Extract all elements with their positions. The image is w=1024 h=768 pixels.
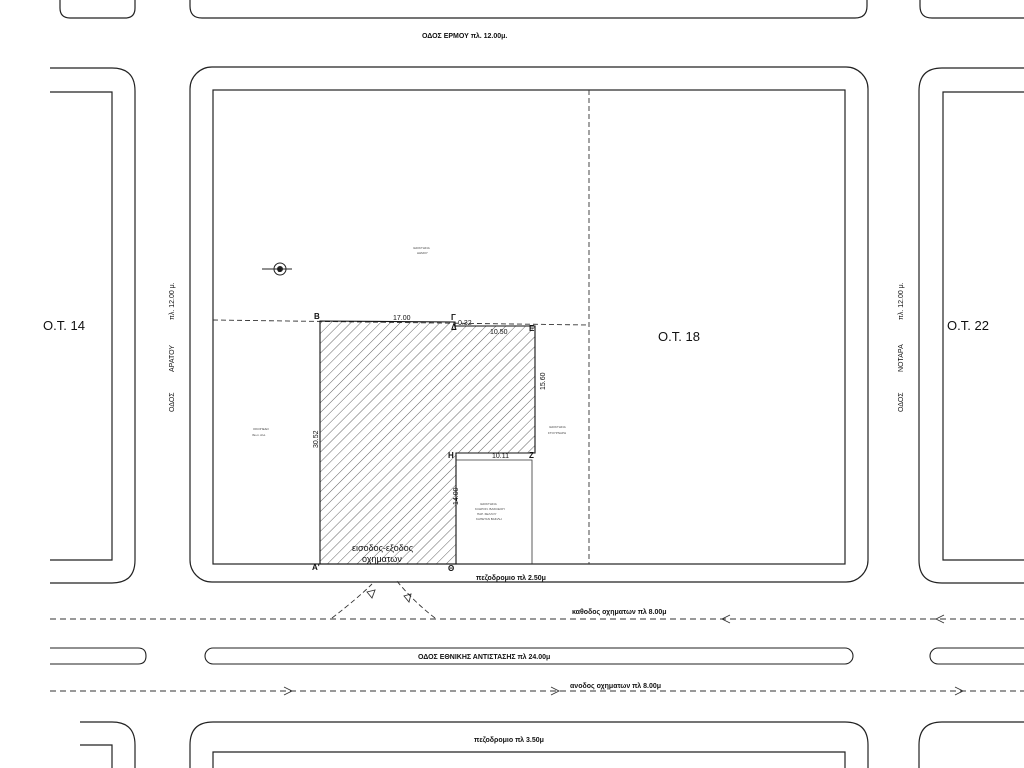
neighbour-north-sub: ΔΗΜΟΥ: [417, 251, 428, 255]
neighbour-inner-label: ΙΔΙΟΚΤΗΣΙΑ: [480, 502, 497, 506]
block-label-west: Ο.Τ. 14: [43, 318, 85, 333]
bottom-block-outlines: [80, 722, 1024, 768]
entrance-exit-arrows: [332, 580, 435, 618]
street-east-sub: ΝΟΤΑΡΑ: [898, 344, 905, 372]
lane-up-label: ανοδος οχηματων πλ 8.00μ: [570, 683, 662, 690]
street-label-east: [898, 282, 905, 412]
street-west-sub: ΑΡΑΤΟΥ: [169, 344, 176, 372]
north-arrow-icon: [262, 263, 292, 275]
dimension-zh: 10.11: [492, 453, 509, 460]
north-arrow-letter: Β: [278, 268, 282, 274]
dimension-hth: 14.00: [453, 487, 460, 505]
corner-label-g: Γ: [451, 313, 456, 322]
block-label-center: Ο.Τ. 18: [658, 329, 700, 344]
dimension-ab: 30.52: [313, 430, 320, 448]
street-west-name: ΟΔΟΣ: [169, 392, 176, 412]
neighbour-west-label: ΟΙΚΟΠΕΔΟ: [253, 427, 269, 431]
dimension-de: 10.50: [490, 329, 508, 336]
street-label-west: [169, 282, 176, 412]
sidewalk-label-north: πεζοδρομιο πλ 2.50μ: [476, 575, 546, 582]
corner-label-e: Ε: [529, 324, 535, 333]
neighbour-inner-sub2: ΠΑΡ. ΣΕΛΛΟΥ: [477, 512, 497, 516]
street-label-north: ΟΔΟΣ ΕΡΜΟΥ πλ. 12.00μ.: [422, 33, 508, 40]
neighbour-east-label: ΙΔΙΟΚΤΗΣΙΑ: [549, 425, 566, 429]
lane-down-label: καθοδος οχηματων πλ 8.00μ: [572, 609, 667, 616]
entrance-arrowhead-icons: [367, 590, 411, 602]
neighbour-north-label: ΙΔΙΟΚΤΗΣΙΑ: [413, 246, 430, 250]
corner-label-a: Α': [312, 563, 320, 572]
street-east-name: ΟΔΟΣ: [898, 392, 905, 412]
corner-label-z: Ζ: [529, 451, 534, 460]
entrance-label-line1: εισοδος-εξοδος: [352, 543, 414, 553]
corner-label-b: Β: [314, 312, 320, 321]
neighbour-inner-sub3: ΚΑΠΕΤΑΝ ΒΑΣΙΛΗ: [476, 517, 502, 521]
neighbour-west-sub: Ιδιωτ. Αλλ.: [252, 433, 266, 437]
street-east-width: πλ. 12.00 μ.: [898, 282, 905, 320]
neighbour-east-sub: ΣΤΟΥΡΝΑΡΗ: [548, 431, 567, 435]
top-block-outlines: [60, 0, 1024, 18]
hatched-plot: [320, 321, 535, 564]
block-label-east: Ο.Τ. 22: [947, 318, 989, 333]
median-strip-west-end: [50, 648, 146, 664]
corner-label-th: Θ: [448, 564, 455, 573]
neighbour-inner-sub1: ΚΛΗΡΟΝ. ΒΑΣΙΛΕΙΟΥ: [475, 507, 506, 511]
corner-label-h: Η: [448, 451, 454, 460]
dimension-ez: 15.60: [540, 372, 547, 390]
median-strip-east: [930, 648, 1024, 664]
corner-label-d: Δ: [451, 323, 457, 332]
entrance-label-line2: οχηματων: [362, 554, 402, 564]
dimension-gd: 0.32: [458, 320, 472, 327]
dimension-bg: 17.00: [393, 315, 411, 322]
street-west-width: πλ. 12.00 μ.: [169, 282, 176, 320]
sidewalk-label-south: πεζοδρομιο πλ 3.50μ: [474, 737, 544, 744]
main-street-label: ΟΔΟΣ ΕΘΝΙΚΗΣ ΑΝΤΙΣΤΑΣΗΣ πλ 24.00μ: [418, 654, 551, 661]
